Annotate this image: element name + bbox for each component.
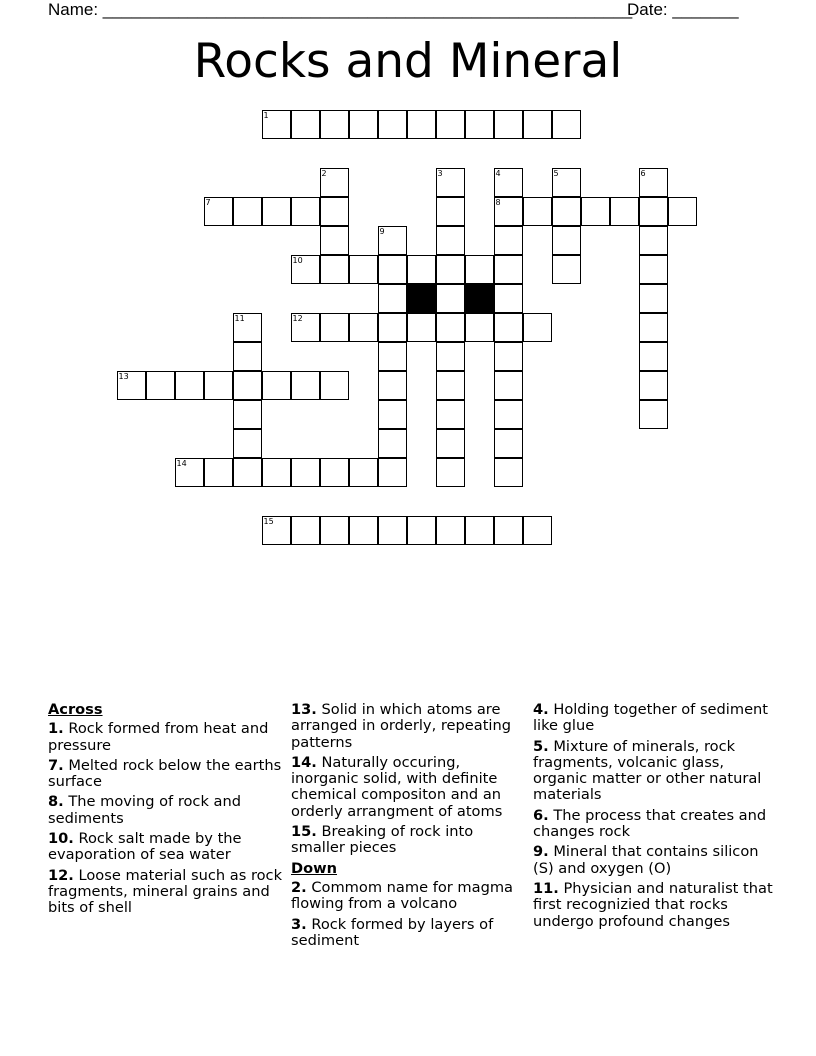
grid-cell[interactable]	[262, 516, 291, 545]
clue-number-label: 7.	[48, 756, 64, 774]
grid-cell[interactable]	[436, 371, 465, 400]
grid-cell[interactable]	[262, 371, 291, 400]
grid-cell[interactable]	[639, 400, 668, 429]
grid-cell[interactable]	[465, 313, 494, 342]
clue-number-label: 2.	[291, 878, 307, 896]
grid-cell[interactable]	[581, 197, 610, 226]
page-title: Rocks and Mineral	[193, 34, 623, 89]
clue-text: Naturally occuring, inorganic solid, with definite chemical compositon and an orderly arrangment of atoms	[291, 753, 503, 820]
grid-cell[interactable]	[378, 342, 407, 371]
grid-cell[interactable]	[378, 284, 407, 313]
grid-cell[interactable]	[494, 197, 523, 226]
clue-column-1	[48, 702, 283, 921]
grid-cell[interactable]	[320, 371, 349, 400]
clue-item	[291, 702, 526, 751]
clue-item	[533, 739, 773, 804]
clue-number-label: 13.	[291, 701, 317, 718]
clue-number-label: 9.	[533, 843, 549, 861]
grid-cell[interactable]	[494, 284, 523, 313]
grid-cell[interactable]	[233, 313, 262, 342]
clue-number-label: 10.	[48, 830, 74, 848]
grid-cell[interactable]	[378, 429, 407, 458]
grid-cell[interactable]	[639, 284, 668, 313]
grid-cell[interactable]	[639, 371, 668, 400]
clue-text: Loose material such as rock fragments, mineral grains and bits of shell	[48, 866, 283, 917]
grid-cell[interactable]	[233, 429, 262, 458]
blocked-cell	[407, 284, 436, 313]
clue-item	[48, 794, 283, 827]
clue-number-label: 14.	[291, 753, 317, 771]
grid-cell[interactable]	[436, 284, 465, 313]
grid-cell[interactable]	[320, 197, 349, 226]
grid-cell[interactable]	[407, 516, 436, 545]
clue-text: Melted rock below the earths surface	[48, 756, 282, 791]
grid-cell[interactable]	[552, 197, 581, 226]
grid-cell[interactable]	[436, 197, 465, 226]
grid-cell[interactable]	[378, 255, 407, 284]
clue-number: 9	[379, 226, 385, 236]
grid-cell[interactable]	[436, 429, 465, 458]
clue-number: 11	[234, 313, 245, 323]
grid-cell[interactable]	[262, 197, 291, 226]
grid-cell[interactable]	[494, 313, 523, 342]
grid-cell[interactable]	[494, 226, 523, 255]
grid-cell[interactable]	[552, 110, 581, 139]
grid-cell[interactable]	[436, 400, 465, 429]
clue-item	[533, 808, 773, 841]
grid-cell[interactable]	[494, 168, 523, 197]
grid-cell[interactable]	[639, 255, 668, 284]
clue-text: Rock formed by layers of sediment	[291, 915, 494, 949]
clue-number-label: 5.	[533, 737, 549, 755]
grid-cell[interactable]	[494, 342, 523, 371]
grid-cell[interactable]	[175, 458, 204, 487]
grid-cell[interactable]	[494, 429, 523, 458]
grid-cell[interactable]	[204, 371, 233, 400]
grid-cell[interactable]	[610, 197, 639, 226]
clue-text: Commom name for magma flowing from a volcano	[291, 878, 513, 913]
clue-item	[291, 917, 526, 950]
grid-cell[interactable]	[523, 313, 552, 342]
grid-cell[interactable]	[494, 255, 523, 284]
clue-number: 7	[205, 197, 211, 207]
clue-number: 6	[640, 168, 646, 178]
grid-cell[interactable]	[262, 110, 291, 139]
grid-cell[interactable]	[378, 516, 407, 545]
grid-cell[interactable]	[378, 400, 407, 429]
grid-cell[interactable]	[465, 110, 494, 139]
grid-cell[interactable]	[349, 458, 378, 487]
grid-cell[interactable]	[436, 255, 465, 284]
grid-cell[interactable]	[378, 313, 407, 342]
clue-text: Rock formed from heat and pressure	[48, 720, 269, 754]
grid-cell[interactable]	[494, 400, 523, 429]
clue-item	[533, 702, 773, 735]
grid-cell[interactable]	[320, 458, 349, 487]
name-line: Name: ________________________________________________________	[48, 0, 633, 19]
grid-cell[interactable]	[117, 371, 146, 400]
clue-number: 12	[292, 313, 303, 323]
clue-item	[291, 880, 526, 913]
clue-item	[48, 721, 283, 754]
clue-number: 14	[176, 458, 187, 468]
grid-cell[interactable]	[320, 255, 349, 284]
clue-number: 3	[437, 168, 443, 178]
clue-text: Holding together of sediment like glue	[533, 701, 769, 735]
grid-cell[interactable]	[262, 458, 291, 487]
clue-item	[533, 844, 773, 877]
grid-cell[interactable]	[436, 110, 465, 139]
grid-cell[interactable]	[465, 255, 494, 284]
clue-number-label: 6.	[533, 806, 549, 824]
clue-item	[48, 758, 283, 791]
grid-cell[interactable]	[320, 168, 349, 197]
grid-cell[interactable]	[320, 313, 349, 342]
clue-text: Physician and naturalist that first recognizied that rocks undergo profound changes	[533, 879, 773, 930]
clue-column-3	[533, 702, 773, 934]
clue-number-label: 3.	[291, 915, 307, 933]
grid-cell[interactable]	[407, 313, 436, 342]
grid-cell[interactable]	[639, 168, 668, 197]
across-heading: Across	[48, 701, 103, 718]
grid-cell[interactable]	[639, 313, 668, 342]
grid-cell[interactable]	[378, 458, 407, 487]
grid-cell[interactable]	[233, 197, 262, 226]
clue-column-2	[291, 702, 526, 953]
grid-cell[interactable]	[436, 516, 465, 545]
grid-cell[interactable]	[320, 226, 349, 255]
grid-cell[interactable]	[233, 400, 262, 429]
clue-number: 15	[263, 516, 274, 526]
grid-cell[interactable]	[436, 458, 465, 487]
grid-cell[interactable]	[494, 110, 523, 139]
grid-cell[interactable]	[320, 516, 349, 545]
grid-cell[interactable]	[291, 110, 320, 139]
grid-cell[interactable]	[291, 516, 320, 545]
grid-cell[interactable]	[523, 110, 552, 139]
clue-text: The moving of rock and sediments	[48, 793, 241, 827]
grid-cell[interactable]	[465, 516, 494, 545]
clue-number: 8	[495, 197, 501, 207]
clue-number-label: 11.	[533, 879, 559, 897]
clue-text: Solid in which atoms are arranged in orderly, repeating patterns	[291, 701, 511, 751]
clue-number-label: 12.	[48, 866, 74, 884]
clue-number: 1	[263, 110, 269, 120]
grid-cell[interactable]	[494, 371, 523, 400]
clue-number-label: 4.	[533, 701, 549, 718]
grid-cell[interactable]	[523, 197, 552, 226]
grid-cell[interactable]	[146, 371, 175, 400]
date-line: Date: _______	[627, 0, 739, 19]
grid-cell[interactable]	[552, 226, 581, 255]
grid-cell[interactable]	[291, 313, 320, 342]
grid-cell[interactable]	[436, 342, 465, 371]
grid-cell[interactable]	[291, 458, 320, 487]
grid-cell[interactable]	[233, 342, 262, 371]
grid-cell[interactable]	[494, 458, 523, 487]
clue-text: Breaking of rock into smaller pieces	[291, 823, 474, 857]
clue-item	[291, 755, 526, 820]
grid-cell[interactable]	[291, 255, 320, 284]
clue-item	[291, 824, 526, 857]
grid-cell[interactable]	[639, 342, 668, 371]
clue-item	[48, 831, 283, 864]
clue-number-label: 1.	[48, 720, 64, 738]
clue-number: 13	[118, 371, 129, 381]
grid-cell[interactable]	[175, 371, 204, 400]
clue-number: 5	[553, 168, 559, 178]
clue-item	[48, 868, 283, 917]
grid-cell[interactable]	[639, 197, 668, 226]
clue-number: 2	[321, 168, 327, 178]
grid-cell[interactable]	[407, 255, 436, 284]
grid-cell[interactable]	[552, 255, 581, 284]
grid-cell[interactable]	[436, 168, 465, 197]
clue-text: Mineral that contains silicon (S) and oxygen (O)	[533, 843, 759, 877]
grid-cell[interactable]	[349, 516, 378, 545]
grid-cell[interactable]	[233, 371, 262, 400]
clue-number-label: 15.	[291, 823, 317, 841]
grid-cell[interactable]	[349, 313, 378, 342]
grid-cell[interactable]	[204, 458, 233, 487]
grid-cell[interactable]	[378, 226, 407, 255]
grid-cell[interactable]	[407, 110, 436, 139]
grid-cell[interactable]	[233, 458, 262, 487]
grid-cell[interactable]	[668, 197, 697, 226]
grid-cell[interactable]	[436, 313, 465, 342]
grid-cell[interactable]	[349, 255, 378, 284]
grid-cell[interactable]	[378, 371, 407, 400]
blocked-cell	[465, 284, 494, 313]
clue-text: The process that creates and changes rock	[533, 806, 767, 841]
down-heading: Down	[291, 859, 338, 877]
grid-cell[interactable]	[436, 226, 465, 255]
grid-cell[interactable]	[552, 168, 581, 197]
clue-text: Rock salt made by the evaporation of sea water	[48, 830, 242, 864]
clue-number: 4	[495, 168, 501, 178]
grid-cell[interactable]	[291, 371, 320, 400]
grid-cell[interactable]	[320, 110, 349, 139]
clue-item	[533, 881, 773, 930]
grid-cell[interactable]	[378, 110, 407, 139]
grid-cell[interactable]	[349, 110, 378, 139]
clue-text: Mixture of minerals, rock fragments, volcanic glass, organic matter or other natural materials	[533, 737, 762, 804]
grid-cell[interactable]	[204, 197, 233, 226]
grid-cell[interactable]	[494, 516, 523, 545]
clue-number: 10	[292, 255, 303, 265]
grid-cell[interactable]	[523, 516, 552, 545]
grid-cell[interactable]	[639, 226, 668, 255]
clue-number-label: 8.	[48, 793, 64, 811]
grid-cell[interactable]	[291, 197, 320, 226]
